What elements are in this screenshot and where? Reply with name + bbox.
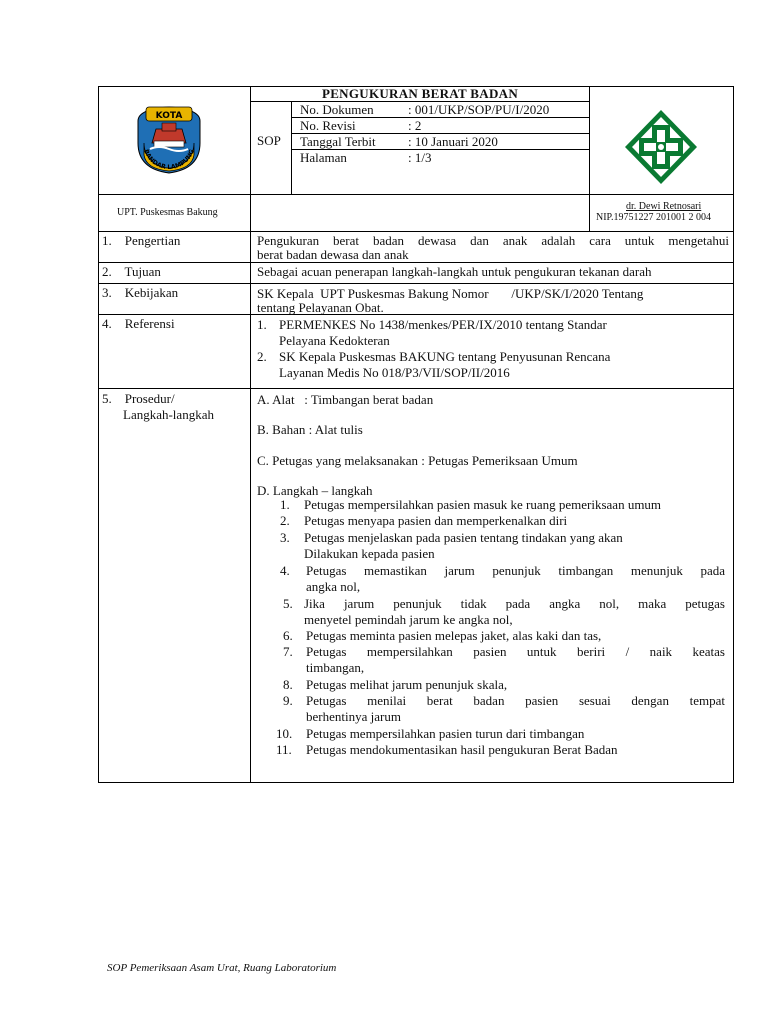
referensi-1-num: 1.	[257, 317, 267, 332]
step-11-num: 11.	[276, 742, 292, 757]
step-2-line-1: Petugas menyapa pasien dan memperkenalkan diri	[304, 513, 568, 528]
step-2-num: 2.	[280, 513, 290, 528]
prosedur-alat: A. Alat : Timbangan berat badan	[257, 392, 434, 407]
step-4-line-1: Petugas memastikan jarum penunjuk timbangan menunjuk pada	[306, 563, 725, 578]
city-logo-icon	[134, 103, 204, 175]
unit-name: UPT. Puskesmas Bakung	[117, 207, 218, 218]
meta-label-halaman: Halaman	[300, 150, 347, 165]
label-prosedur-2: Langkah-langkah	[123, 407, 214, 422]
logo-top-text: KOTA	[155, 111, 183, 121]
meta-value-dokumen: : 001/UKP/SOP/PU/I/2020	[408, 102, 550, 117]
step-5-num: 5.	[283, 596, 293, 611]
step-7-line-1: Petugas mempersilahkan pasien untuk beriri / naik keatas	[306, 644, 725, 659]
step-4-num: 4.	[280, 563, 290, 578]
referensi-1-line-2: Pelayana Kedokteran	[279, 333, 390, 348]
step-3-line-2: Dilakukan kepada pasien	[304, 546, 435, 561]
step-5-line-2: menyetel pemindah jarum ke angka nol,	[304, 612, 513, 627]
logo-bottom-text: BANDAR LAMPUNG	[142, 148, 196, 172]
prosedur-petugas: C. Petugas yang melaksanakan : Petugas Pemeriksaan Umum	[257, 453, 578, 468]
prosedur-bahan: B. Bahan : Alat tulis	[257, 422, 363, 437]
pengertian-line-1: Pengukuran berat badan dewasa dan anak adalah cara untuk mengetahui	[257, 233, 729, 248]
referensi-2-num: 2.	[257, 349, 267, 364]
label-prosedur: 5. Prosedur/	[102, 391, 175, 406]
step-7-line-2: timbangan,	[306, 660, 365, 675]
step-9-num: 9.	[283, 693, 293, 708]
meta-label-tanggal: Tanggal Terbit	[300, 134, 376, 149]
referensi-1-line-1: PERMENKES No 1438/menkes/PER/IX/2010 tentang Standar	[279, 317, 607, 332]
step-8-line-1: Petugas melihat jarum penunjuk skala,	[306, 677, 508, 692]
step-3-num: 3.	[280, 530, 290, 545]
step-10-line-1: Petugas mempersilahkan pasien turun dari timbangan	[306, 726, 585, 741]
step-1-line-1: Petugas mempersilahkan pasien masuk ke ruang pemeriksaan umum	[304, 497, 662, 512]
label-pengertian: 1. Pengertian	[102, 233, 181, 248]
label-kebijakan: 3. Kebijakan	[102, 285, 179, 300]
step-10-num: 10.	[276, 726, 293, 741]
kebijakan-line-1: SK Kepala UPT Puskesmas Bakung Nomor /UKP/SK/I/2020 Tentang	[257, 286, 644, 301]
meta-label-revisi: No. Revisi	[300, 118, 356, 133]
step-1-num: 1.	[280, 497, 290, 512]
tujuan-text: Sebagai acuan penerapan langkah-langkah untuk pengukuran tekanan darah	[257, 264, 652, 279]
meta-value-halaman: : 1/3	[408, 150, 432, 165]
puskesmas-logo-icon	[621, 107, 701, 187]
sop-label: SOP	[257, 133, 281, 148]
label-tujuan: 2. Tujuan	[102, 264, 161, 279]
page-footer: SOP Pemeriksaan Asam Urat, Ruang Laboratorium	[107, 962, 337, 974]
meta-value-revisi: : 2	[408, 118, 422, 133]
document-title: PENGUKURAN BERAT BADAN	[321, 86, 519, 101]
step-8-num: 8.	[283, 677, 293, 692]
step-7-num: 7.	[283, 644, 293, 659]
step-9-line-1: Petugas menilai berat badan pasien sesuai dengan tempat	[306, 693, 725, 708]
referensi-2-line-1: SK Kepala Puskesmas BAKUNG tentang Penyusunan Rencana	[279, 349, 611, 364]
step-9-line-2: berhentinya jarum	[306, 709, 401, 724]
step-4-line-2: angka nol,	[306, 579, 361, 594]
meta-label-dokumen: No. Dokumen	[300, 102, 374, 117]
referensi-2-line-2: Layanan Medis No 018/P3/VII/SOP/II/2016	[279, 365, 510, 380]
label-referensi: 4. Referensi	[102, 316, 175, 331]
signatory-nip: NIP.19751227 201001 2 004	[596, 212, 712, 223]
signatory-name: dr. Dewi Retnosari	[626, 201, 702, 212]
step-5-line-1: Jika jarum penunjuk tidak pada angka nol, maka petugas	[304, 596, 725, 611]
step-6-num: 6.	[283, 628, 293, 643]
step-6-line-1: Petugas meminta pasien melepas jaket, alas kaki dan tas,	[306, 628, 602, 643]
pengertian-line-2: berat badan dewasa dan anak	[257, 247, 409, 262]
meta-value-tanggal: : 10 Januari 2020	[408, 134, 498, 149]
kebijakan-line-2: tentang Pelayanan Obat.	[257, 300, 384, 315]
step-3-line-1: Petugas menjelaskan pada pasien tentang tindakan yang akan	[304, 530, 623, 545]
step-11-line-1: Petugas mendokumentasikan hasil pengukuran Berat Badan	[306, 742, 618, 757]
prosedur-langkah-title: D. Langkah – langkah	[257, 483, 373, 498]
